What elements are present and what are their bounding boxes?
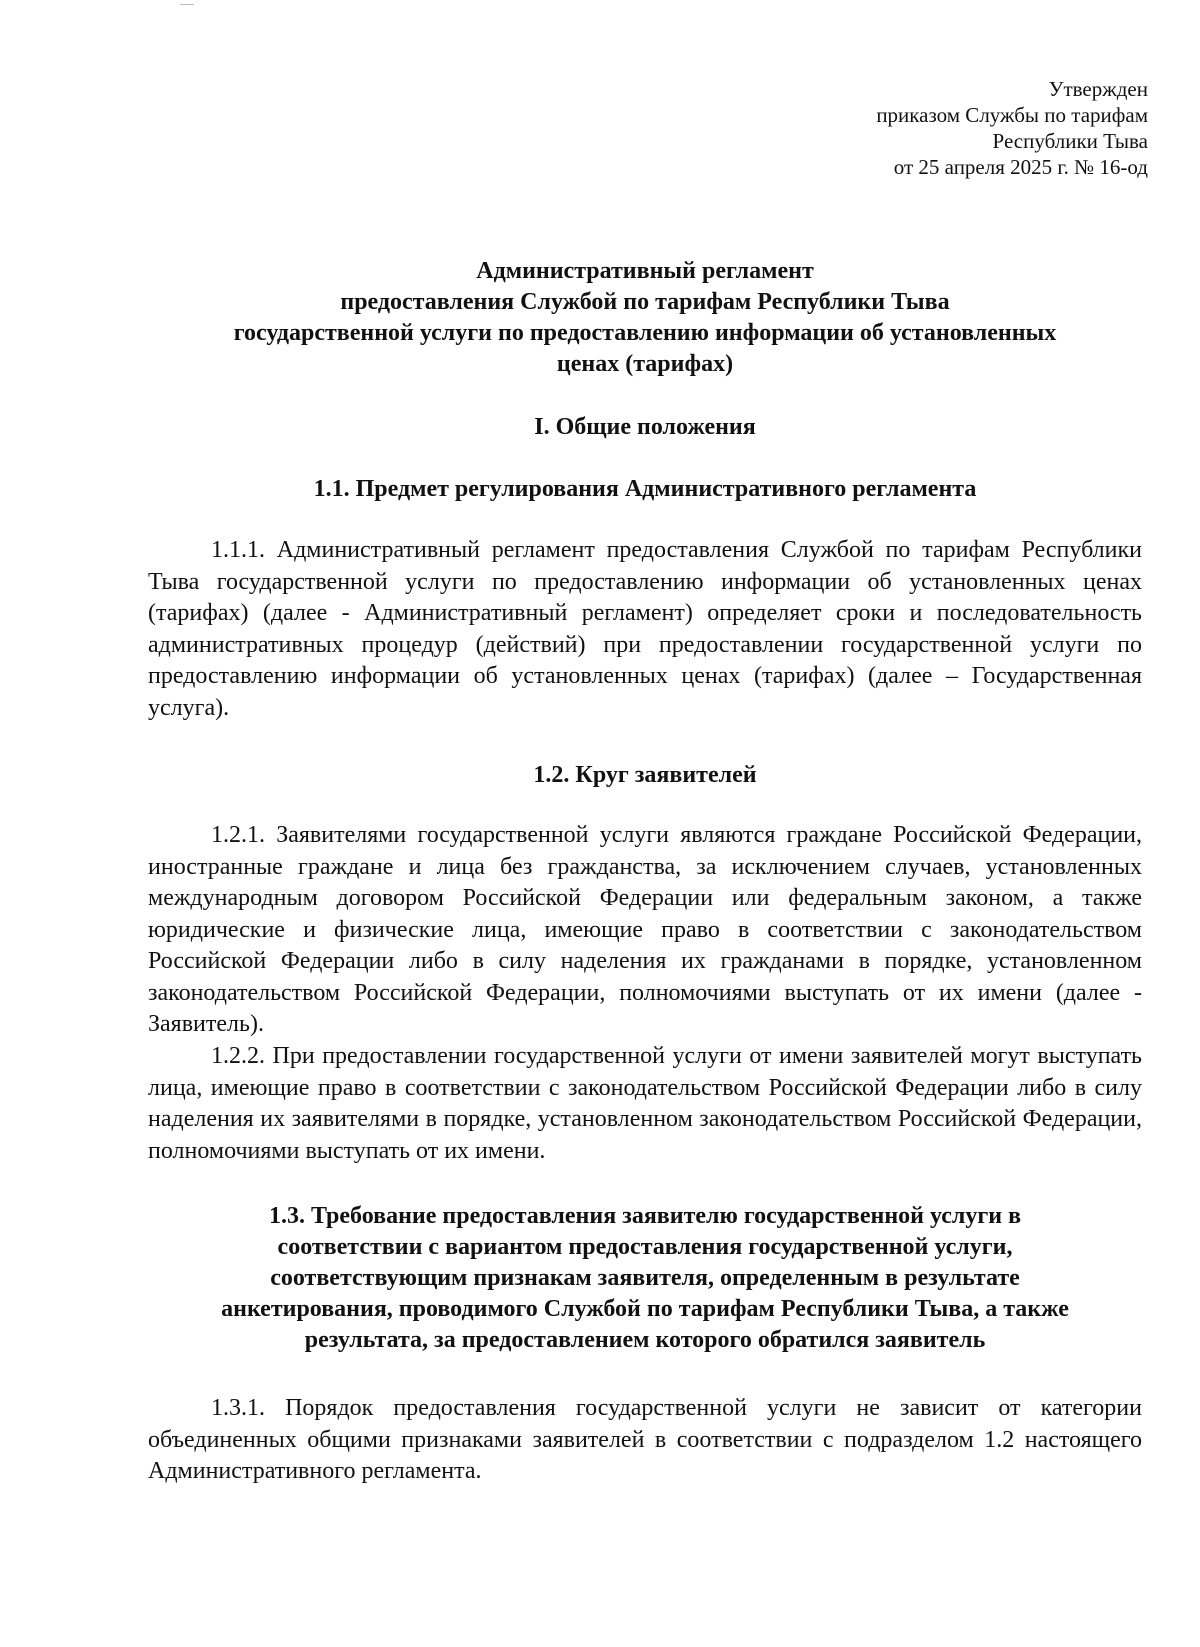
subsection-1-2-heading-text: 1.2. Круг заявителей — [533, 762, 757, 788]
approval-line-1: Утвержден — [1048, 77, 1148, 101]
title-line-1: Административный регламент — [476, 258, 814, 284]
approval-line-2: приказом Службы по тарифам — [876, 103, 1148, 127]
section-1-heading-text: I. Общие положения — [534, 414, 756, 440]
title-line-3: государственной услуги по предоставлению информации об установленных — [233, 320, 1057, 346]
paragraph-1-1-1 — [148, 535, 1142, 724]
paragraph-1-3-1-text: 1.3.1. Порядок предоставления государственной услуги не зависит от категории объединенных общими признаками заявителей в соответствии с подразделом 1.2 настоящего Административного регламента. — [148, 1395, 1142, 1484]
paragraph-1-2-2 — [148, 1041, 1142, 1167]
approval-line-3: Республики Тыва — [992, 129, 1148, 153]
subsection-1-3-heading-line-2: соответствии с вариантом предоставления государственной услуги, — [277, 1234, 1013, 1260]
subsection-1-3-heading-line-1: 1.3. Требование предоставления заявителю государственной услуги в — [268, 1203, 1022, 1229]
subsection-1-3-heading-line-3: соответствующим признакам заявителя, определенным в результате — [270, 1265, 1020, 1291]
paragraph-1-1-1-text: 1.1.1. Административный регламент предоставления Службой по тарифам Республики Тыва государственной услуги по предоставлению информации об установленных ценах (тарифах) (далее - Административный регламент) определяет сроки и последовательность административных процедур (действий) при предоставлении государственной услуги по предоставлению информации об установленных ценах (тарифах) (далее – Государственная услуга). — [148, 537, 1142, 721]
title-line-4: ценах (тарифах) — [556, 351, 734, 377]
paragraph-1-2-1-text: 1.2.1. Заявителями государственной услуги являются граждане Российской Федерации, иностранные граждане и лица без гражданства, за исключением случаев, установленных международным договором Российской Федерации или федеральным законом, а также юридические и физические лица, имеющие право в соответствии с законодательством Российской Федерации либо в силу наделения их гражданами в порядке, установленном законодательством Российской Федерации, полномочиями выступать от их имени (далее - Заявитель). — [148, 822, 1142, 1037]
title-line-2: предоставления Службой по тарифам Республики Тыва — [340, 289, 950, 315]
paragraph-1-3-1 — [148, 1393, 1142, 1488]
subsection-1-3-heading-line-4: анкетирования, проводимого Службой по тарифам Республики Тыва, а также — [221, 1296, 1069, 1322]
document-title — [150, 256, 1140, 380]
subsection-1-1-heading — [150, 474, 1140, 505]
section-1-heading — [150, 412, 1140, 443]
subsection-1-3-heading-line-5: результата, за предоставлением которого обратился заявитель — [304, 1327, 986, 1353]
paragraph-1-2-2-text: 1.2.2. При предоставлении государственной услуги от имени заявителей могут выступать лица, имеющие право в соответствии с законодательством Российской Федерации либо в силу наделения их заявителями в порядке, установленном законодательством Российской Федерации, полномочиями выступать от их имени. — [148, 1043, 1142, 1164]
approval-stamp-block — [728, 76, 1148, 180]
subsection-1-1-heading-text: 1.1. Предмет регулирования Административного регламента — [313, 476, 977, 502]
approval-line-4: от 25 апреля 2025 г. № 16-од — [893, 155, 1148, 179]
subsection-1-2-heading — [150, 760, 1140, 791]
subsection-1-3-heading — [150, 1201, 1140, 1356]
paragraph-1-2-1 — [148, 820, 1142, 1041]
scan-artifact — [180, 0, 194, 5]
